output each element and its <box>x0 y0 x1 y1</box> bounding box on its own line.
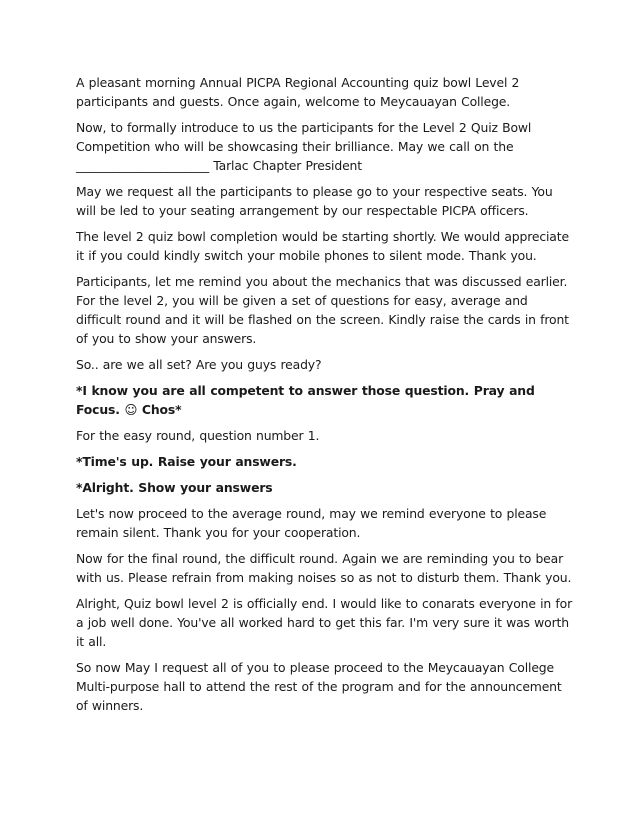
paragraph-seating: May we request all the participants to please go to your respective seats. You will be led to your seating arrangement by our respectable PICPA officers. <box>76 184 553 218</box>
paragraph-mechanics: Participants, let me remind you about the mechanics that was discussed earlier. For the level 2, you will be given a set of questions for easy, average and difficult round and it will be flashed on the screen. Kindly raise the cards in front of you to show your answers. <box>76 274 569 346</box>
paragraph-welcome: A pleasant morning Annual PICPA Regional Accounting quiz bowl Level 2 participants and guests. Once again, welcome to Meycauayan College. <box>76 75 520 109</box>
paragraph-closing: Alright, Quiz bowl level 2 is officially end. I would like to conarats everyone in for a job well done. You've all worked hard to get this far. I'm very sure it was worth it all. <box>76 596 573 649</box>
paragraph-proceed-hall: So now May I request all of you to please proceed to the Meycauayan College Multi-purpose hall to attend the rest of the program and for the announcement of winners. <box>76 660 562 713</box>
paragraph-times-up: *Time's up. Raise your answers. <box>76 454 297 469</box>
paragraph-pray-focus: *I know you are all competent to answer those question. Pray and Focus. ☺ Chos* <box>76 383 535 417</box>
document-page <box>76 73 572 722</box>
paragraph-phones: The level 2 quiz bowl completion would be starting shortly. We would appreciate it if you could kindly switch your mobile phones to silent mode. Thank you. <box>76 229 569 263</box>
paragraph-show-answers: *Alright. Show your answers <box>76 480 273 495</box>
paragraph-final-round: Now for the final round, the difficult round. Again we are reminding you to bear with us. Please refrain from making noises so as not to disturb them. Thank you. <box>76 551 572 585</box>
paragraph-average-round: Let's now proceed to the average round, may we remind everyone to please remain silent. Thank you for your cooperation. <box>76 506 547 540</box>
paragraph-easy-round: For the easy round, question number 1. <box>76 428 320 443</box>
paragraph-ready: So.. are we all set? Are you guys ready? <box>76 357 322 372</box>
paragraph-introduction: Now, to formally introduce to us the participants for the Level 2 Quiz Bowl Competition who will be showcasing their brilliance. May we call on the ______________________ Tarlac Chapter President <box>76 120 532 173</box>
